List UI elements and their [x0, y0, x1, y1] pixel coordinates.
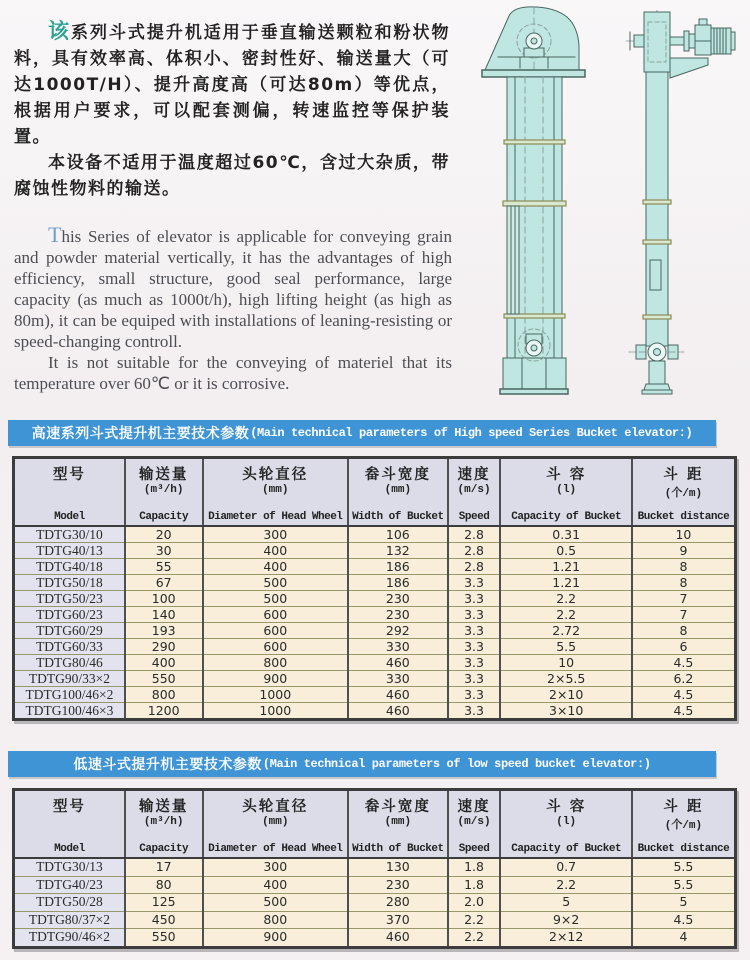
value-cell: 460 — [348, 687, 448, 703]
value-cell: 4.5 — [632, 655, 736, 671]
column-header — [500, 458, 631, 527]
value-cell: 2.8 — [448, 526, 501, 543]
column-header-text — [15, 484, 124, 496]
column-header — [125, 458, 203, 527]
model-cell: TDTG90/33×2 — [14, 671, 125, 687]
model-cell: TDTG30/10 — [14, 526, 125, 543]
value-cell: 500 — [203, 575, 349, 591]
value-cell: 67 — [125, 575, 203, 591]
value-cell: 2×5.5 — [500, 671, 631, 687]
bucket-elevator-front-view-diagram — [478, 4, 590, 396]
value-cell: 460 — [348, 655, 448, 671]
low-speed-table-banner — [8, 751, 716, 777]
column-header-text: (m/s) — [457, 483, 491, 496]
value-cell: 450 — [125, 911, 203, 929]
table-row — [14, 591, 736, 607]
column-header-text: Capacity of Bucket — [511, 510, 622, 523]
value-cell: 1000 — [203, 687, 349, 703]
column-header-text: 速度 — [457, 466, 491, 483]
model-cell: TDTG60/23 — [14, 607, 125, 623]
drop-cap-zh: 该 — [48, 19, 71, 43]
value-cell: 4.5 — [632, 911, 736, 929]
value-cell: 6.2 — [632, 671, 736, 687]
value-cell: 2.72 — [500, 623, 631, 639]
value-cell: 2.2 — [500, 607, 631, 623]
value-cell: 3.3 — [448, 623, 501, 639]
drop-cap-en: T — [48, 222, 62, 247]
table-row — [14, 559, 736, 575]
value-cell: 186 — [348, 575, 448, 591]
table-row — [14, 911, 736, 929]
value-cell: 330 — [348, 671, 448, 687]
banner-title-zh: 低速斗式提升机主要技术参数 — [73, 757, 262, 773]
model-cell: TDTG90/46×2 — [14, 929, 125, 948]
model-cell: TDTG50/23 — [14, 591, 125, 607]
value-cell: 193 — [125, 623, 203, 639]
column-header — [203, 790, 349, 859]
value-cell: 140 — [125, 607, 203, 623]
value-cell: 17 — [125, 858, 203, 876]
column-header-text: 畚斗宽度 — [364, 798, 431, 815]
column-header — [348, 790, 448, 859]
column-header-text: 头轮直径 — [242, 466, 309, 483]
value-cell: 230 — [348, 876, 448, 894]
model-cell: TDTG50/18 — [14, 575, 125, 591]
value-cell: 3.3 — [448, 607, 501, 623]
value-cell: 2.8 — [448, 543, 501, 559]
value-cell: 550 — [125, 671, 203, 687]
value-cell: 230 — [348, 591, 448, 607]
value-cell: 3.3 — [448, 639, 501, 655]
value-cell: 1200 — [125, 703, 203, 720]
value-cell: 1.21 — [500, 575, 631, 591]
intro-zh-text-1: 系列斗式提升机适用于垂直输送颗粒和粉状物料，具有效率高、体积小、密封性好、输送量大（可达1000T/H）、提升高度高（可达80m）等优点，根据用户要求，可以配套测偏，转速监控等保护装置。 — [14, 23, 451, 147]
model-cell: TDTG40/18 — [14, 559, 125, 575]
column-header-text: 斗 距 — [663, 798, 704, 815]
value-cell: 400 — [125, 655, 203, 671]
column-header-text: Bucket distance — [637, 842, 730, 855]
value-cell: 0.31 — [500, 526, 631, 543]
column-header-text: (mm) — [262, 815, 289, 828]
value-cell: 2.2 — [500, 591, 631, 607]
high-speed-table-banner — [8, 420, 716, 446]
model-cell: TDTG50/28 — [14, 894, 125, 912]
value-cell: 4 — [632, 929, 736, 948]
value-cell: 2.2 — [448, 911, 501, 929]
column-header-text: Bucket distance — [637, 510, 730, 523]
intro-en-paragraph-1 — [14, 224, 452, 352]
column-header-text: 型号 — [52, 466, 86, 483]
value-cell: 1.8 — [448, 858, 501, 876]
column-header-text: Diameter of Head Wheel — [208, 510, 343, 523]
value-cell: 7 — [632, 607, 736, 623]
value-cell: 5.5 — [632, 876, 736, 894]
value-cell: 330 — [348, 639, 448, 655]
value-cell: 3.3 — [448, 575, 501, 591]
intro-en-text-1: his Series of elevator is applicable for conveying grain and powder material vertically, it has the advantages of high efficiency, small structure, good seal performance, large capacity (as much as 1000t/h), high lifting height (as high as 80m), it can be equiped with installations of leaning-resisting or speed-changing controll. — [14, 227, 452, 351]
column-header-text: Model — [54, 842, 85, 855]
value-cell: 3×10 — [500, 703, 631, 720]
value-cell: 292 — [348, 623, 448, 639]
value-cell: 460 — [348, 703, 448, 720]
value-cell: 550 — [125, 929, 203, 948]
table-row — [14, 687, 736, 703]
column-header-text: 畚斗宽度 — [364, 466, 431, 483]
column-header-text: Speed — [458, 510, 490, 523]
column-header — [348, 458, 448, 527]
column-header — [448, 458, 501, 527]
column-header-text: (mm) — [384, 483, 412, 496]
model-cell: TDTG30/13 — [14, 858, 125, 876]
table-row — [14, 623, 736, 639]
table-row — [14, 655, 736, 671]
column-header-text: (个/m) — [664, 487, 703, 500]
column-header-text: (个/m) — [664, 819, 703, 832]
column-header-text: 斗 容 — [546, 798, 587, 815]
value-cell: 230 — [348, 607, 448, 623]
column-header-text: Capacity — [139, 842, 189, 855]
value-cell: 8 — [632, 575, 736, 591]
column-header-text: Width of Bucket — [352, 510, 444, 523]
value-cell: 2.2 — [448, 929, 501, 948]
column-header-text: (l) — [556, 483, 577, 496]
intro-en-paragraph-2: It is not suitable for the conveying of materiel that its temperature over 60℃ or it is corrosive. — [14, 353, 452, 393]
value-cell: 290 — [125, 639, 203, 655]
value-cell: 370 — [348, 911, 448, 929]
value-cell: 400 — [203, 876, 349, 894]
column-header-text: (l) — [556, 815, 577, 828]
value-cell: 2×10 — [500, 687, 631, 703]
value-cell: 186 — [348, 559, 448, 575]
intro-english — [14, 224, 452, 394]
value-cell: 3.3 — [448, 671, 501, 687]
value-cell: 2.0 — [448, 894, 501, 912]
column-header-text: 速度 — [457, 798, 491, 815]
table-row — [14, 607, 736, 623]
column-header-text: (mm) — [384, 815, 412, 828]
column-header — [448, 790, 501, 859]
banner-title-en: (Main technical parameters of High speed Series Bucket elevator:) — [250, 426, 693, 440]
value-cell: 600 — [203, 623, 349, 639]
value-cell: 1.21 — [500, 559, 631, 575]
column-header — [632, 790, 736, 859]
column-header-text: Model — [54, 510, 85, 523]
value-cell: 400 — [203, 559, 349, 575]
table-row — [14, 876, 736, 894]
model-cell: TDTG100/46×2 — [14, 687, 125, 703]
value-cell: 800 — [203, 911, 349, 929]
value-cell: 100 — [125, 591, 203, 607]
intro-chinese — [14, 18, 450, 202]
column-header — [14, 458, 125, 527]
column-header-text: Speed — [458, 842, 490, 855]
value-cell: 5.5 — [632, 858, 736, 876]
value-cell: 2×12 — [500, 929, 631, 948]
value-cell: 300 — [203, 526, 349, 543]
value-cell: 30 — [125, 543, 203, 559]
model-cell: TDTG80/37×2 — [14, 911, 125, 929]
value-cell: 900 — [203, 671, 349, 687]
model-cell: TDTG40/13 — [14, 543, 125, 559]
column-header-text: 输送量 — [138, 466, 189, 483]
value-cell: 400 — [203, 543, 349, 559]
column-header — [632, 458, 736, 527]
column-header — [125, 790, 203, 859]
model-cell: TDTG60/29 — [14, 623, 125, 639]
model-cell: TDTG80/46 — [14, 655, 125, 671]
value-cell: 55 — [125, 559, 203, 575]
banner-title-zh: 高速系列斗式提升机主要技术参数 — [31, 426, 250, 442]
column-header-text: 型号 — [52, 798, 86, 815]
value-cell: 4.5 — [632, 703, 736, 720]
column-header-text: (m³/h) — [143, 815, 184, 828]
value-cell: 5.5 — [500, 639, 631, 655]
value-cell: 1.8 — [448, 876, 501, 894]
table-row — [14, 894, 736, 912]
value-cell: 900 — [203, 929, 349, 948]
column-header-text: (m/s) — [457, 815, 491, 828]
high-speed-parameters-table — [12, 456, 737, 721]
column-header-text: Diameter of Head Wheel — [208, 842, 343, 855]
value-cell: 9 — [632, 543, 736, 559]
value-cell: 800 — [203, 655, 349, 671]
table-row — [14, 639, 736, 655]
value-cell: 500 — [203, 894, 349, 912]
value-cell: 8 — [632, 623, 736, 639]
column-header-text: Capacity of Bucket — [511, 842, 622, 855]
column-header-text: Capacity — [139, 510, 189, 523]
value-cell: 6 — [632, 639, 736, 655]
value-cell: 3.3 — [448, 591, 501, 607]
bucket-elevator-side-view-diagram — [624, 10, 739, 395]
low-speed-parameters-table — [12, 788, 737, 949]
table-row — [14, 671, 736, 687]
intro-zh-paragraph-1 — [14, 18, 450, 150]
value-cell: 20 — [125, 526, 203, 543]
column-header — [500, 790, 631, 859]
column-header-text — [15, 816, 124, 828]
value-cell: 800 — [125, 687, 203, 703]
value-cell: 7 — [632, 591, 736, 607]
value-cell: 130 — [348, 858, 448, 876]
column-header — [14, 790, 125, 859]
value-cell: 500 — [203, 591, 349, 607]
banner-title-en: (Main technical parameters of low speed bucket elevator:) — [262, 757, 651, 771]
column-header-text: (m³/h) — [143, 483, 184, 496]
table-row — [14, 858, 736, 876]
value-cell: 8 — [632, 559, 736, 575]
value-cell: 0.5 — [500, 543, 631, 559]
value-cell: 125 — [125, 894, 203, 912]
value-cell: 2.2 — [500, 876, 631, 894]
value-cell: 600 — [203, 639, 349, 655]
value-cell: 5 — [500, 894, 631, 912]
value-cell: 10 — [632, 526, 736, 543]
column-header-text: Width of Bucket — [352, 842, 444, 855]
table-row — [14, 929, 736, 948]
value-cell: 10 — [500, 655, 631, 671]
column-header-text: 斗 容 — [546, 466, 587, 483]
value-cell: 300 — [203, 858, 349, 876]
column-header-text: (mm) — [262, 483, 289, 496]
column-header-text: 头轮直径 — [242, 798, 309, 815]
value-cell: 460 — [348, 929, 448, 948]
value-cell: 280 — [348, 894, 448, 912]
table-row — [14, 703, 736, 720]
value-cell: 3.3 — [448, 687, 501, 703]
value-cell: 600 — [203, 607, 349, 623]
intro-zh-paragraph-2: 本设备不适用于温度超过60℃，含过大杂质，带腐蚀性物料的输送。 — [14, 153, 450, 199]
table-row — [14, 526, 736, 543]
model-cell: TDTG60/33 — [14, 639, 125, 655]
value-cell: 132 — [348, 543, 448, 559]
value-cell: 1000 — [203, 703, 349, 720]
column-header-text: 输送量 — [138, 798, 189, 815]
column-header-text: 斗 距 — [663, 466, 704, 483]
value-cell: 3.3 — [448, 655, 501, 671]
value-cell: 0.7 — [500, 858, 631, 876]
table-row — [14, 575, 736, 591]
column-header — [203, 458, 349, 527]
value-cell: 5 — [632, 894, 736, 912]
value-cell: 80 — [125, 876, 203, 894]
value-cell: 2.8 — [448, 559, 501, 575]
model-cell: TDTG40/23 — [14, 876, 125, 894]
value-cell: 3.3 — [448, 703, 501, 720]
value-cell: 4.5 — [632, 687, 736, 703]
value-cell: 9×2 — [500, 911, 631, 929]
header-row — [14, 458, 736, 527]
table-row — [14, 543, 736, 559]
header-row — [14, 790, 736, 859]
model-cell: TDTG100/46×3 — [14, 703, 125, 720]
value-cell: 106 — [348, 526, 448, 543]
